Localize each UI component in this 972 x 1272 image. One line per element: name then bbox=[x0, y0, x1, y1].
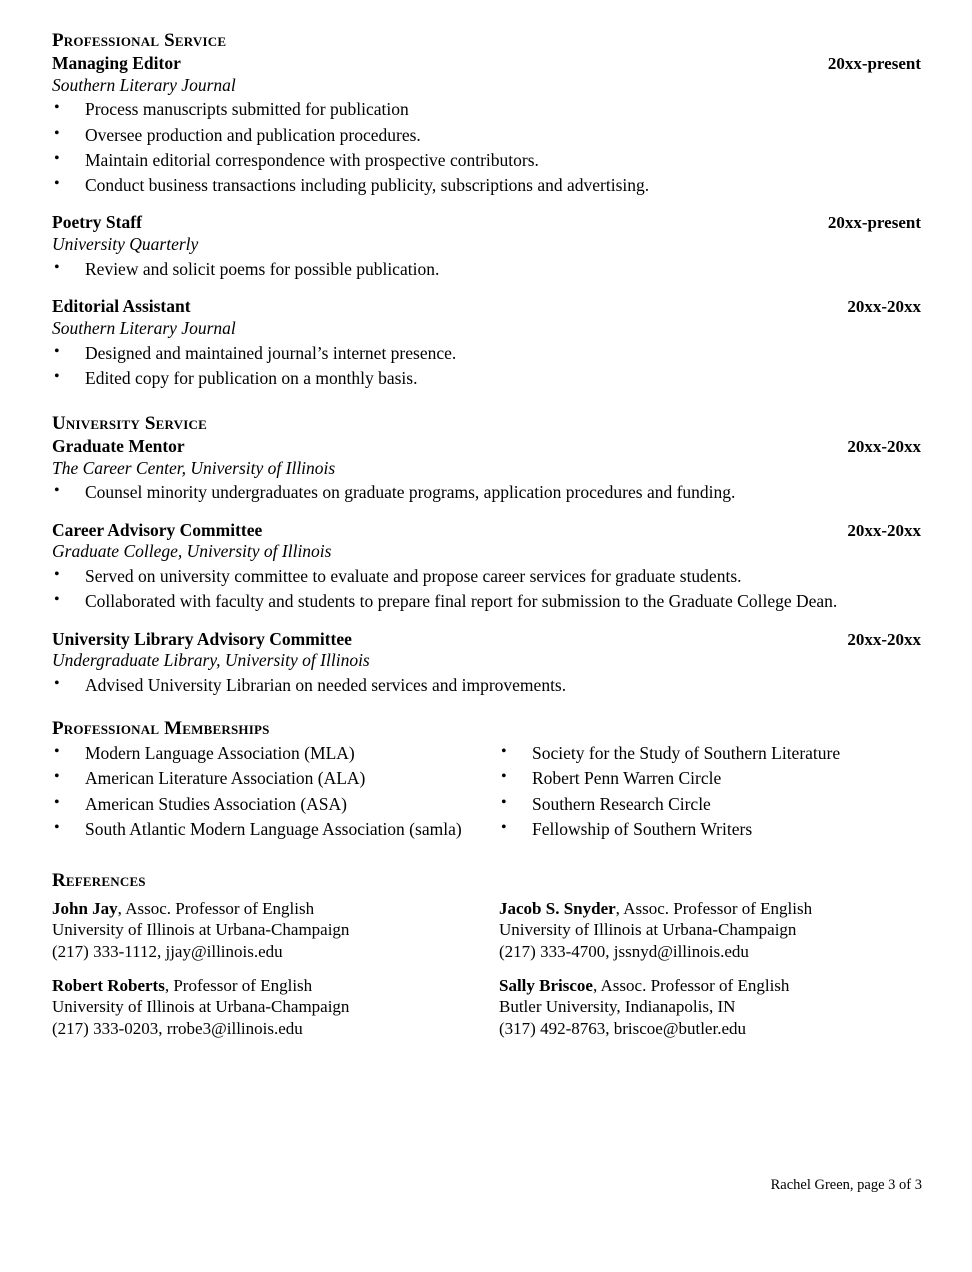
entry-date-range: 20xx-present bbox=[827, 53, 921, 73]
entry-bullet: • Process manuscripts submitted for publication bbox=[52, 97, 922, 122]
membership-item: • South Atlantic Modern Language Association (samla) bbox=[52, 817, 487, 842]
section-heading-professional-memberships: Professional Memberships bbox=[52, 718, 270, 740]
entry-title: Editorial Assistant bbox=[52, 296, 191, 316]
reference-name: John Jay bbox=[52, 898, 118, 918]
university-service-entries bbox=[52, 436, 922, 699]
entry-date-range: 20xx-20xx bbox=[847, 436, 921, 456]
memberships-list-right bbox=[499, 741, 922, 842]
entry-bullet-list bbox=[52, 673, 922, 698]
entry-bullet: • Collaborated with faculty and students to prepare final report for submission to the Graduate College Dean. bbox=[52, 589, 922, 614]
entry-bullet: • Conduct business transactions including publicity, subscriptions and advertising. bbox=[52, 173, 922, 198]
reference-entry bbox=[52, 975, 487, 1039]
entry-title-row bbox=[52, 436, 922, 458]
entry-date-range: 20xx-20xx bbox=[847, 629, 921, 649]
entry-title: Managing Editor bbox=[52, 52, 181, 73]
reference-name: Robert Roberts bbox=[52, 976, 165, 996]
references-columns bbox=[52, 898, 922, 1039]
section-heading-university-service: University Service bbox=[52, 412, 207, 434]
entry-organization: Southern Literary Journal bbox=[52, 317, 236, 338]
entry-bullet: • Maintain editorial correspondence with prospective contributors. bbox=[52, 148, 922, 173]
reference-name: Sally Briscoe bbox=[499, 976, 593, 996]
membership-item: • Modern Language Association (MLA) bbox=[52, 741, 487, 766]
reference-affiliation: University of Illinois at Urbana-Champaign bbox=[52, 920, 350, 940]
membership-item: • Society for the Study of Southern Literature bbox=[499, 741, 922, 766]
section-references bbox=[52, 870, 922, 1039]
entry-title: Poetry Staff bbox=[52, 212, 142, 233]
entry-title-row bbox=[52, 629, 922, 651]
entry-organization: Undergraduate Library, University of Illinois bbox=[52, 650, 370, 671]
entry-bullet-list bbox=[52, 97, 922, 198]
entry-date-range: 20xx-present bbox=[827, 213, 921, 233]
memberships-column-right bbox=[487, 741, 922, 842]
reference-title: , Assoc. Professor of English bbox=[592, 976, 790, 996]
entry-title-row bbox=[52, 520, 922, 542]
references-column-right bbox=[487, 898, 922, 1039]
section-university-service bbox=[52, 413, 922, 698]
membership-item: • American Literature Association (ALA) bbox=[52, 766, 487, 791]
reference-contact: (317) 492-8763, briscoe@butler.edu bbox=[499, 1018, 746, 1038]
experience-entry bbox=[52, 520, 922, 615]
reference-name-line bbox=[52, 975, 487, 996]
reference-entry bbox=[499, 898, 922, 962]
reference-title: , Assoc. Professor of English bbox=[117, 898, 315, 918]
entry-bullet-list bbox=[52, 480, 922, 505]
entry-title-row bbox=[52, 296, 922, 318]
entry-date-range: 20xx-20xx bbox=[847, 297, 921, 316]
experience-entry bbox=[52, 212, 922, 282]
experience-entry bbox=[52, 53, 922, 198]
section-professional-service bbox=[52, 30, 922, 391]
entry-organization: University Quarterly bbox=[52, 233, 199, 254]
entry-bullet: • Edited copy for publication on a monthly basis. bbox=[52, 366, 922, 391]
reference-contact: (217) 333-1112, jjay@illinois.edu bbox=[52, 941, 283, 961]
reference-title: , Professor of English bbox=[164, 976, 313, 996]
entry-title-row bbox=[52, 53, 922, 75]
entry-bullet: • Advised University Librarian on needed services and improvements. bbox=[52, 673, 922, 698]
reference-contact: (217) 333-0203, rrobe3@illinois.edu bbox=[52, 1018, 303, 1038]
experience-entry bbox=[52, 629, 922, 699]
entry-bullet: • Designed and maintained journal’s internet presence. bbox=[52, 341, 922, 366]
entry-title: Graduate Mentor bbox=[52, 435, 185, 456]
membership-item: • Robert Penn Warren Circle bbox=[499, 766, 922, 791]
reference-name-line bbox=[499, 898, 922, 919]
reference-affiliation: University of Illinois at Urbana-Champaign bbox=[499, 920, 797, 940]
reference-contact: (217) 333-4700, jssnyd@illinois.edu bbox=[499, 941, 749, 961]
entry-title: Career Advisory Committee bbox=[52, 519, 263, 540]
experience-entry bbox=[52, 436, 922, 506]
reference-entry bbox=[499, 975, 922, 1039]
entry-date-range: 20xx-20xx bbox=[847, 520, 921, 540]
entry-bullet-list bbox=[52, 257, 922, 282]
section-professional-memberships bbox=[52, 718, 922, 842]
professional-service-entries bbox=[52, 53, 922, 391]
entry-title-row bbox=[52, 212, 922, 234]
reference-affiliation: University of Illinois at Urbana-Champaign bbox=[52, 997, 350, 1017]
memberships-column-left bbox=[52, 741, 487, 842]
entry-bullet: • Counsel minority undergraduates on graduate programs, application procedures and funding. bbox=[52, 480, 922, 505]
experience-entry bbox=[52, 296, 922, 391]
references-column-left bbox=[52, 898, 487, 1039]
membership-item: • American Studies Association (ASA) bbox=[52, 792, 487, 817]
reference-title: , Assoc. Professor of English bbox=[615, 898, 813, 918]
reference-name: Jacob S. Snyder bbox=[499, 898, 616, 918]
entry-organization: Southern Literary Journal bbox=[52, 74, 236, 95]
entry-title: University Library Advisory Committee bbox=[52, 628, 352, 649]
entry-bullet: • Served on university committee to evaluate and propose career services for graduate students. bbox=[52, 564, 922, 589]
reference-name-line bbox=[52, 898, 487, 919]
entry-bullet: • Oversee production and publication procedures. bbox=[52, 123, 922, 148]
section-heading-professional-service: Professional Service bbox=[52, 30, 227, 51]
reference-affiliation: Butler University, Indianapolis, IN bbox=[499, 997, 736, 1017]
memberships-columns bbox=[52, 741, 922, 842]
membership-item: • Fellowship of Southern Writers bbox=[499, 817, 922, 842]
entry-organization: Graduate College, University of Illinois bbox=[52, 541, 332, 562]
memberships-list-left bbox=[52, 741, 487, 842]
entry-bullet-list bbox=[52, 564, 922, 614]
membership-item: • Southern Research Circle bbox=[499, 792, 922, 817]
entry-bullet: • Review and solicit poems for possible publication. bbox=[52, 257, 922, 282]
page-footer: Rachel Green, page 3 of 3 bbox=[770, 1176, 922, 1193]
entry-organization: The Career Center, University of Illinois bbox=[52, 457, 336, 478]
reference-name-line bbox=[499, 975, 922, 996]
reference-entry bbox=[52, 898, 487, 962]
section-heading-references: References bbox=[52, 870, 146, 891]
entry-bullet-list bbox=[52, 341, 922, 391]
